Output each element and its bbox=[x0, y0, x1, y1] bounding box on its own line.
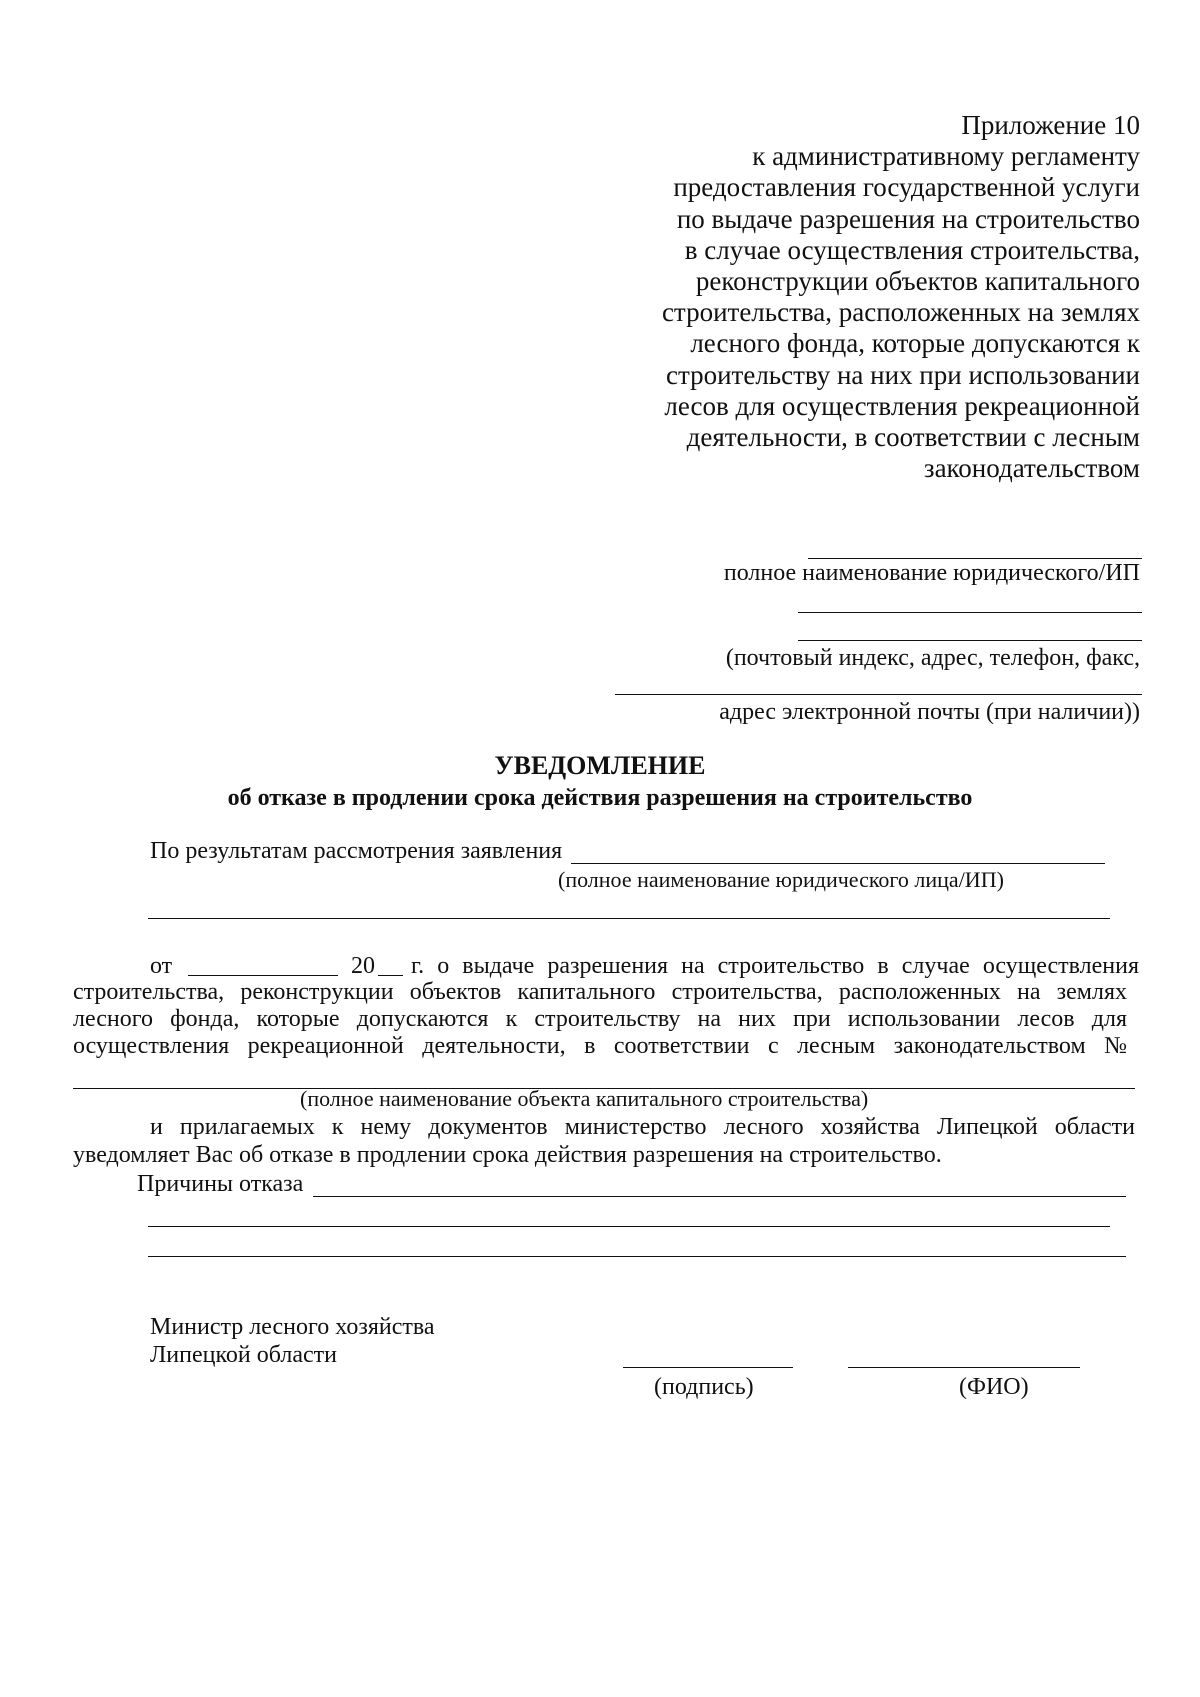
paragraph-line: и прилагаемых к нему документов министерство лесного хозяйства Липецкой области bbox=[150, 1114, 1135, 1140]
paragraph-line: строительства, реконструкции объектов капитального строительства, расположенных на землях bbox=[73, 979, 1127, 1005]
recipient-name-line-2[interactable] bbox=[798, 612, 1142, 613]
appendix-line: лесного фонда, которые допускаются к bbox=[690, 328, 1140, 359]
appendix-line: предоставления государственной услуги bbox=[673, 172, 1140, 203]
fio-caption: (ФИО) bbox=[959, 1374, 1029, 1400]
appendix-line: по выдаче разрешения на строительство bbox=[676, 203, 1140, 234]
applicant-name-line-2[interactable] bbox=[148, 918, 1110, 919]
date-year-prefix: 20 bbox=[351, 953, 375, 979]
appendix-line: строительства, расположенных на землях bbox=[661, 297, 1140, 328]
paragraph-line: осуществления рекреационной деятельности, в соответствии с лесным законодательством № bbox=[73, 1033, 1127, 1059]
recipient-email-caption: адрес электронной почты (при наличии)) bbox=[719, 699, 1140, 725]
notice-subtitle: об отказе в продлении срока действия разрешения на строительство bbox=[227, 785, 973, 811]
review-prefix: По результатам рассмотрения заявления bbox=[150, 838, 563, 864]
recipient-email-line[interactable] bbox=[615, 694, 1142, 695]
notice-title: УВЕДОМЛЕНИЕ bbox=[494, 751, 706, 780]
appendix-line: в случае осуществления строительства, bbox=[684, 234, 1140, 265]
fio-line[interactable] bbox=[848, 1367, 1080, 1368]
appendix-line: Приложение 10 bbox=[961, 110, 1140, 140]
paragraph-line: г. о выдаче разрешения на строительство в случае осуществления bbox=[411, 953, 1139, 979]
reasons-line-3[interactable] bbox=[148, 1256, 1126, 1257]
appendix-line: лесов для осуществления рекреационной bbox=[664, 390, 1140, 421]
appendix-header bbox=[662, 110, 1140, 484]
date-from-label: от bbox=[150, 953, 173, 979]
recipient-address-caption: (почтовый индекс, адрес, телефон, факс, bbox=[725, 645, 1140, 671]
reasons-line-2[interactable] bbox=[148, 1226, 1110, 1227]
signature-line[interactable] bbox=[623, 1367, 793, 1368]
recipient-address-line[interactable] bbox=[798, 640, 1142, 641]
appendix-line: деятельности, в соответствии с лесным bbox=[686, 422, 1140, 453]
applicant-name-caption: (полное наименование юридического лица/ИП) bbox=[558, 867, 1004, 892]
appendix-line: к административному регламенту bbox=[752, 141, 1140, 172]
appendix-line: законодательством bbox=[923, 453, 1140, 484]
applicant-name-line[interactable] bbox=[571, 863, 1105, 864]
signatory-region: Липецкой области bbox=[150, 1342, 337, 1368]
signatory-position: Министр лесного хозяйства bbox=[150, 1314, 435, 1340]
reasons-label: Причины отказа bbox=[137, 1171, 304, 1197]
signature-caption: (подпись) bbox=[654, 1374, 754, 1400]
paragraph-line: лесного фонда, которые допускаются к строительству на них при использовании лесов для bbox=[73, 1006, 1127, 1032]
paragraph-line: уведомляет Вас об отказе в продлении срока действия разрешения на строительство. bbox=[73, 1142, 942, 1168]
object-name-caption: (полное наименование объекта капитального строительства) bbox=[300, 1086, 869, 1111]
recipient-name-caption: полное наименование юридического/ИП bbox=[723, 560, 1140, 586]
appendix-line: реконструкции объектов капитального bbox=[695, 266, 1140, 297]
date-year-line[interactable] bbox=[378, 975, 403, 976]
date-day-month-line[interactable] bbox=[188, 975, 338, 976]
reasons-line[interactable] bbox=[313, 1196, 1126, 1197]
appendix-line: строительству на них при использовании bbox=[665, 359, 1140, 390]
